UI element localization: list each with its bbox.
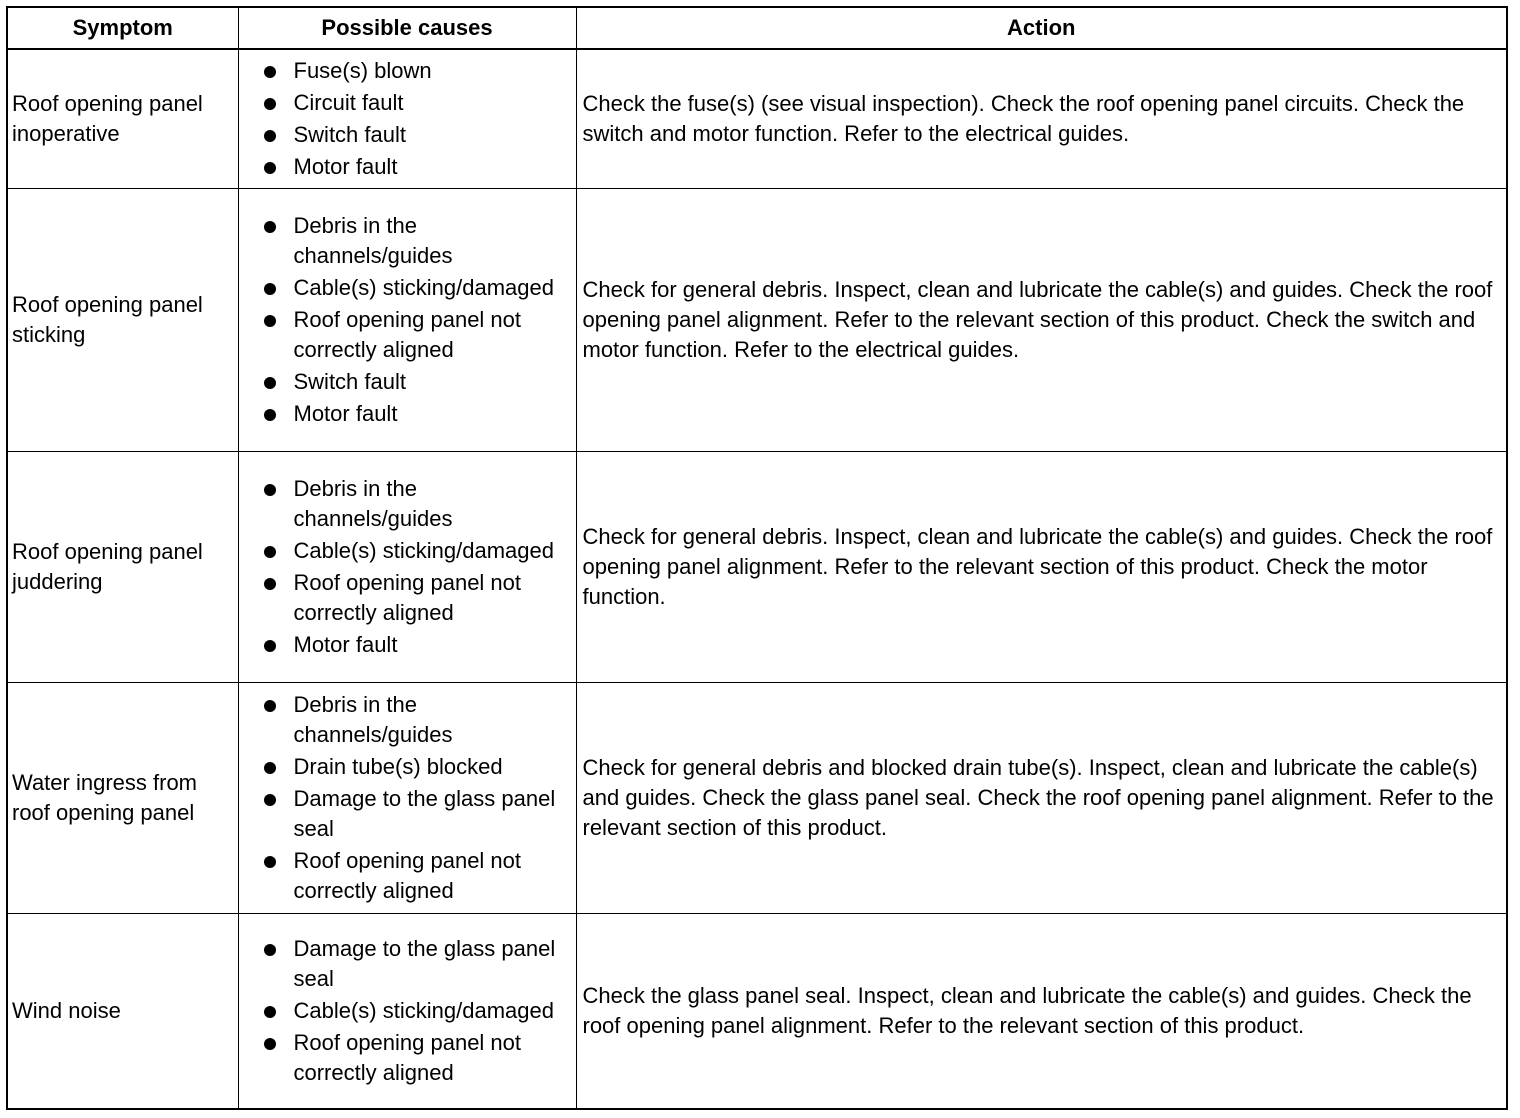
cause-item: Roof opening panel not correctly aligned [239, 305, 572, 365]
cause-item: Debris in the channels/guides [239, 211, 572, 271]
table-row [7, 452, 1507, 683]
table-row [7, 914, 1507, 1110]
causes-cell [238, 49, 576, 189]
symptom-cell: Roof opening panel inoperative [7, 49, 238, 189]
cause-item: Motor fault [239, 399, 572, 429]
action-cell: Check the fuse(s) (see visual inspection). Check the roof opening panel circuits. Check the switch and motor function. Refer to the electrical guides. [576, 49, 1507, 189]
cause-item: Debris in the channels/guides [239, 474, 572, 534]
symptom-cell: Wind noise [7, 914, 238, 1110]
cause-item: Roof opening panel not correctly aligned [239, 846, 572, 906]
cause-item: Motor fault [239, 630, 572, 660]
causes-cell [238, 452, 576, 683]
cause-item: Cable(s) sticking/damaged [239, 536, 572, 566]
cause-item: Roof opening panel not correctly aligned [239, 568, 572, 628]
cause-item: Debris in the channels/guides [239, 690, 572, 750]
symptom-cell: Roof opening panel juddering [7, 452, 238, 683]
action-cell: Check the glass panel seal. Inspect, clean and lubricate the cable(s) and guides. Check the roof opening panel alignment. Refer to the relevant section of this product. [576, 914, 1507, 1110]
table-row [7, 49, 1507, 189]
causes-list [239, 211, 572, 429]
cause-item: Cable(s) sticking/damaged [239, 996, 572, 1026]
cause-item: Circuit fault [239, 88, 572, 118]
causes-list [239, 56, 572, 182]
action-cell: Check for general debris. Inspect, clean and lubricate the cable(s) and guides. Check the roof opening panel alignment. Refer to the relevant section of this product. Check the switch and motor function. Refer to the electrical guides. [576, 189, 1507, 452]
cause-item: Damage to the glass panel seal [239, 784, 572, 844]
symptom-cell: Roof opening panel sticking [7, 189, 238, 452]
cause-item: Fuse(s) blown [239, 56, 572, 86]
header-symptom: Symptom [7, 7, 238, 49]
causes-cell [238, 914, 576, 1110]
cause-item: Switch fault [239, 120, 572, 150]
cause-item: Cable(s) sticking/damaged [239, 273, 572, 303]
action-cell: Check for general debris. Inspect, clean and lubricate the cable(s) and guides. Check the roof opening panel alignment. Refer to the relevant section of this product. Check the motor function. [576, 452, 1507, 683]
table-header-row [7, 7, 1507, 49]
action-cell: Check for general debris and blocked drain tube(s). Inspect, clean and lubricate the cable(s) and guides. Check the glass panel seal. Check the roof opening panel alignment. Refer to the relevant section of this product. [576, 683, 1507, 914]
causes-cell [238, 683, 576, 914]
cause-item: Switch fault [239, 367, 572, 397]
header-action: Action [576, 7, 1507, 49]
cause-item: Damage to the glass panel seal [239, 934, 572, 994]
header-possible-causes: Possible causes [238, 7, 576, 49]
symptom-cell: Water ingress from roof opening panel [7, 683, 238, 914]
cause-item: Roof opening panel not correctly aligned [239, 1028, 572, 1088]
cause-item: Drain tube(s) blocked [239, 752, 572, 782]
table-row [7, 189, 1507, 452]
causes-list [239, 474, 572, 660]
causes-list [239, 934, 572, 1088]
causes-cell [238, 189, 576, 452]
table-row [7, 683, 1507, 914]
cause-item: Motor fault [239, 152, 572, 182]
causes-list [239, 690, 572, 906]
symptom-diagnosis-table [6, 6, 1508, 1110]
